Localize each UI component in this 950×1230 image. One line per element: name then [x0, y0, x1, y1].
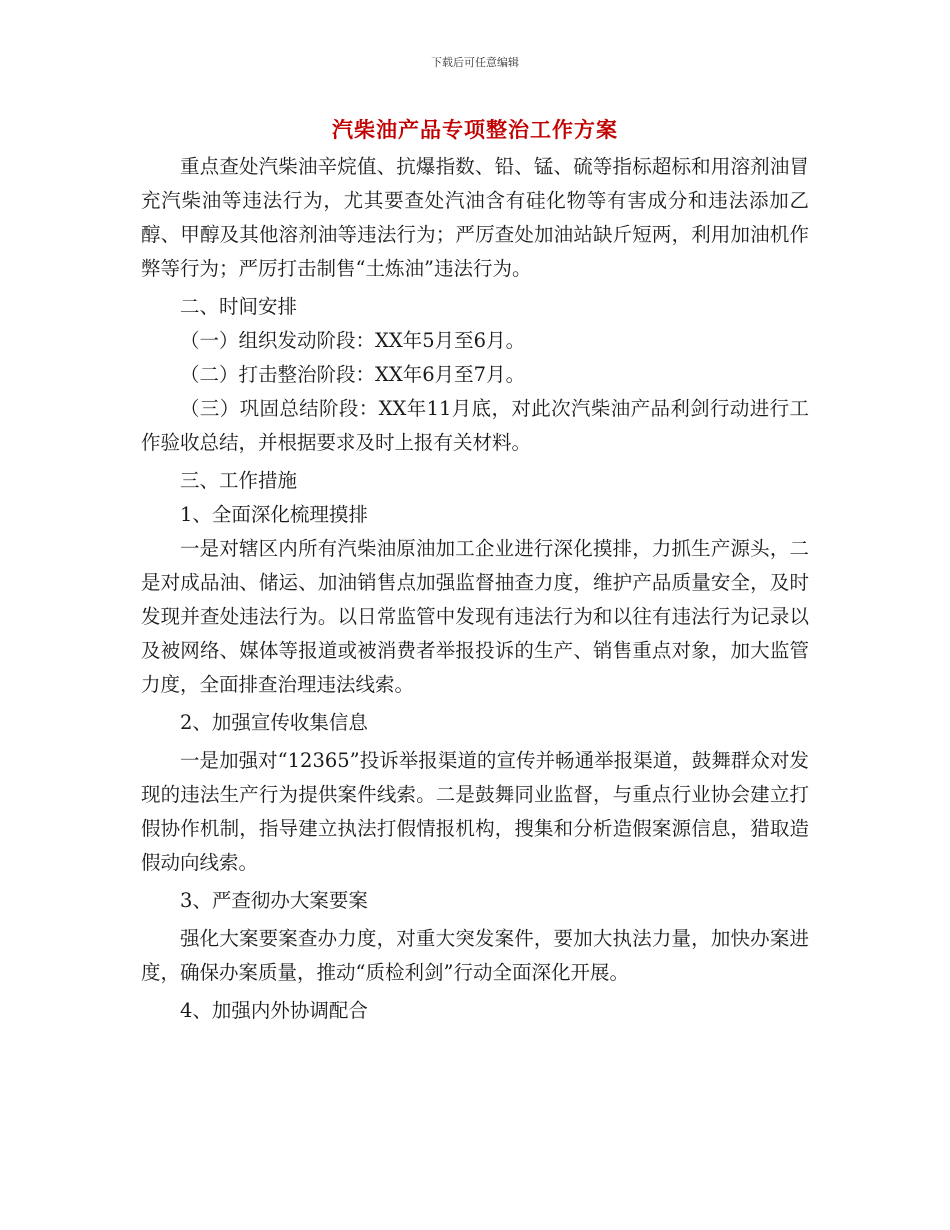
document-body [141, 150, 809, 1028]
measure-heading-3: 3、严查彻办大案要案 [180, 889, 368, 912]
measure-body-2: 一是加强对“12365”投诉举报渠道的宣传并畅通举报渠道，鼓舞群众对发现的违法生产行为提供案件线索。二是鼓舞同业监督，与重点行业协会建立打假协作机制，指导建立执法打假情报机构，搜集和分析造假案源信息，猎取造假动向线索。 [141, 749, 809, 874]
header-note: 下载后可任意编辑 [431, 56, 519, 69]
section-heading-schedule: 二、时间安排 [180, 295, 298, 318]
schedule-item-2: （二）打击整治阶段：XX年6月至7月。 [180, 363, 526, 386]
measure-body-3: 强化大案要案查办力度，对重大突发案件，要加大执法力量，加快办案进度，确保办案质量，推动“质检利剑”行动全面深化开展。 [141, 927, 809, 984]
measure-heading-4: 4、加强内外协调配合 [180, 999, 368, 1022]
schedule-item-3: （三）巩固总结阶段：XX年11月底，对此次汽柴油产品利剑行动进行工作验收总结，并根据要求及时上报有关材料。 [141, 397, 809, 454]
document-title: 汽柴油产品专项整治工作方案 [332, 118, 618, 142]
schedule-item-1: （一）组织发动阶段：XX年5月至6月。 [180, 329, 526, 352]
measure-body-1: 一是对辖区内所有汽柴油原油加工企业进行深化摸排，力抓生产源头，二是对成品油、储运、加油销售点加强监督抽查力度，维护产品质量安全，及时发现并查处违法行为。以日常监管中发现有违法行为和以往有违法行为记录以及被网络、媒体等报道或被消费者举报投诉的生产、销售重点对象，加大监管力度，全面排查治理违法线索。 [141, 537, 809, 696]
section-heading-measures: 三、工作措施 [180, 469, 298, 492]
measure-heading-2: 2、加强宣传收集信息 [180, 711, 368, 734]
measure-heading-1: 1、全面深化梳理摸排 [180, 503, 368, 526]
paragraph-intro: 重点查处汽柴油辛烷值、抗爆指数、铅、锰、硫等指标超标和用溶剂油冒充汽柴油等违法行为，尤其要查处汽油含有硅化物等有害成分和违法添加乙醇、甲醇及其他溶剂油等违法行为；严厉查处加油站缺斤短两，利用加油机作弊等行为；严厉打击制售“土炼油”违法行为。 [141, 155, 809, 280]
